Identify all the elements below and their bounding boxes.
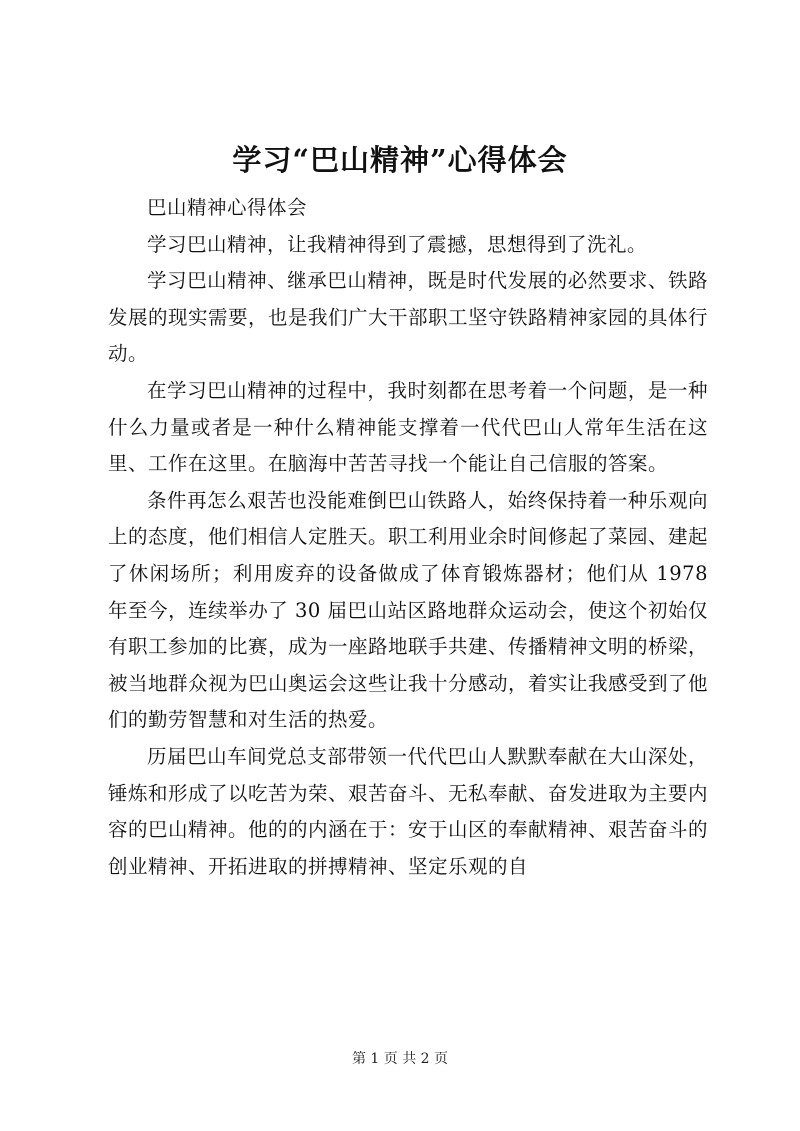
paragraph: 学习巴山精神、继承巴山精神，既是时代发展的必然要求、铁路发展的现实需要，也是我们广大干部职工坚守铁路精神家园的具体行动。 (108, 269, 709, 366)
document-title: 学习“巴山精神”心得体会 (232, 143, 568, 177)
paragraph: 条件再怎么艰苦也没能难倒巴山铁路人，始终保持着一种乐观向上的态度，他们相信人定胜天。职工利用业余时间修起了菜园、建起了休闲场所；利用废弃的设备做成了体育锻炼器材；他们从 1978 年至今，连续举办了 30 届巴山站区路地群众运动会，使这个初始仅有职工参加的比赛，成为一座路地联手共建、传播精神文明的桥梁，被当地群众视为巴山奥运会这些让我十分感动，着实让我感受到了他们的勤劳智慧和对生活的热爱。 (108, 488, 709, 732)
paragraph: 历届巴山车间党总支部带领一代代巴山人默默奉献在大山深处，锤炼和形成了以吃苦为荣、艰苦奋斗、无私奉献、奋发进取为主要内容的巴山精神。他的的内涵在于：安于山区的奉献精神、艰苦奋斗的创业精神、开拓进取的拼搏精神、坚定乐观的自 (108, 744, 709, 878)
paragraph: 在学习巴山精神的过程中，我时刻都在思考着一个问题，是一种什么力量或者是一种什么精神能支撑着一代代巴山人常年生活在这里、工作在这里。在脑海中苦苦寻找一个能让自己信服的答案。 (108, 378, 708, 476)
paragraph-subtitle: 巴山精神心得体会 (147, 196, 308, 219)
paragraph: 学习巴山精神，让我精神得到了震撼，思想得到了洗礼。 (147, 232, 648, 256)
document-body (108, 190, 708, 885)
page-footer: 第 1 页 共 2 页 (351, 1051, 449, 1067)
